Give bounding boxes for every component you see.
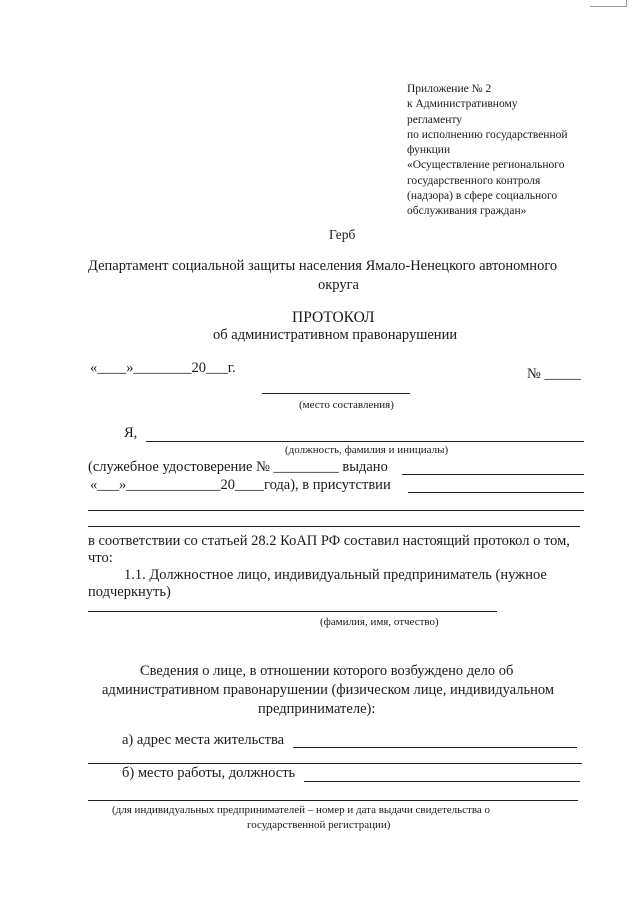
appendix-line: к Административному xyxy=(407,98,518,111)
fio-line[interactable] xyxy=(88,611,497,612)
appendix-line: обслуживания граждан» xyxy=(407,205,527,218)
date-field[interactable]: «____»________20___г. xyxy=(90,360,236,376)
presence-line[interactable] xyxy=(408,492,584,493)
appendix-line: по исполнению государственной xyxy=(407,128,568,141)
info-heading-line-3: предпринимателе): xyxy=(258,701,376,717)
department-line-1: Департамент социальной защиты населения Ямало-Ненецкого автономного xyxy=(88,258,558,274)
work-label: б) место работы, должность xyxy=(122,765,296,781)
official-line[interactable] xyxy=(146,441,584,442)
work-line[interactable] xyxy=(304,781,580,782)
official-caption: (должность, фамилия и инициалы) xyxy=(285,444,449,456)
info-heading-line-1: Сведения о лице, в отношении которого возбуждено дело об xyxy=(140,663,514,679)
appendix-line: регламенту xyxy=(407,113,462,126)
fio-caption: (фамилия, имя, отчество) xyxy=(320,616,439,628)
certificate-line-1: (служебное удостоверение № _________ выдано xyxy=(88,459,388,475)
place-caption: (место составления) xyxy=(299,399,394,411)
clause-1-1-line-1: 1.1. Должностное лицо, индивидуальный предприниматель (нужное xyxy=(124,567,547,583)
appendix-line: государственного контроля xyxy=(407,174,541,187)
i-label: Я, xyxy=(124,425,138,441)
appendix-line: функции xyxy=(407,144,451,157)
appendix-block xyxy=(407,82,568,220)
address-line[interactable] xyxy=(293,747,577,748)
certificate-issuer-line[interactable] xyxy=(402,474,584,475)
entrepreneur-caption-line-1: (для индивидуальных предпринимателей – номер и дата выдачи свидетельства о xyxy=(112,804,491,816)
appendix-line: «Осуществление регионального xyxy=(407,159,565,172)
work-line-2[interactable] xyxy=(88,800,578,801)
clause-1-1-line-2: подчеркнуть) xyxy=(88,584,171,600)
blank-line-1[interactable] xyxy=(88,510,584,511)
certificate-line-2: «___»_____________20____года), в присутствии xyxy=(90,477,391,493)
accordance-line-2: что: xyxy=(88,550,113,566)
department-line-2: округа xyxy=(318,277,359,293)
protocol-number-field[interactable]: № _____ xyxy=(527,366,581,382)
address-label: а) адрес места жительства xyxy=(122,732,285,748)
place-line[interactable] xyxy=(262,393,410,394)
accordance-line-1: в соответствии со статьей 28.2 КоАП РФ составил настоящий протокол о том, xyxy=(88,533,570,549)
scan-corner-mark xyxy=(590,0,627,7)
emblem-label: Герб xyxy=(329,227,356,242)
protocol-subtitle: об административном правонарушении xyxy=(213,327,458,343)
entrepreneur-caption-line-2: государственной регистрации) xyxy=(247,819,391,831)
address-line-2[interactable] xyxy=(88,763,582,764)
appendix-line: Приложение № 2 xyxy=(407,83,492,95)
blank-line-2[interactable] xyxy=(88,526,580,527)
info-heading-line-2: административном правонарушении (физическом лице, индивидуальном xyxy=(102,682,554,698)
appendix-line: (надзора) в сфере социального xyxy=(407,190,558,203)
protocol-title: ПРОТОКОЛ xyxy=(292,309,375,326)
